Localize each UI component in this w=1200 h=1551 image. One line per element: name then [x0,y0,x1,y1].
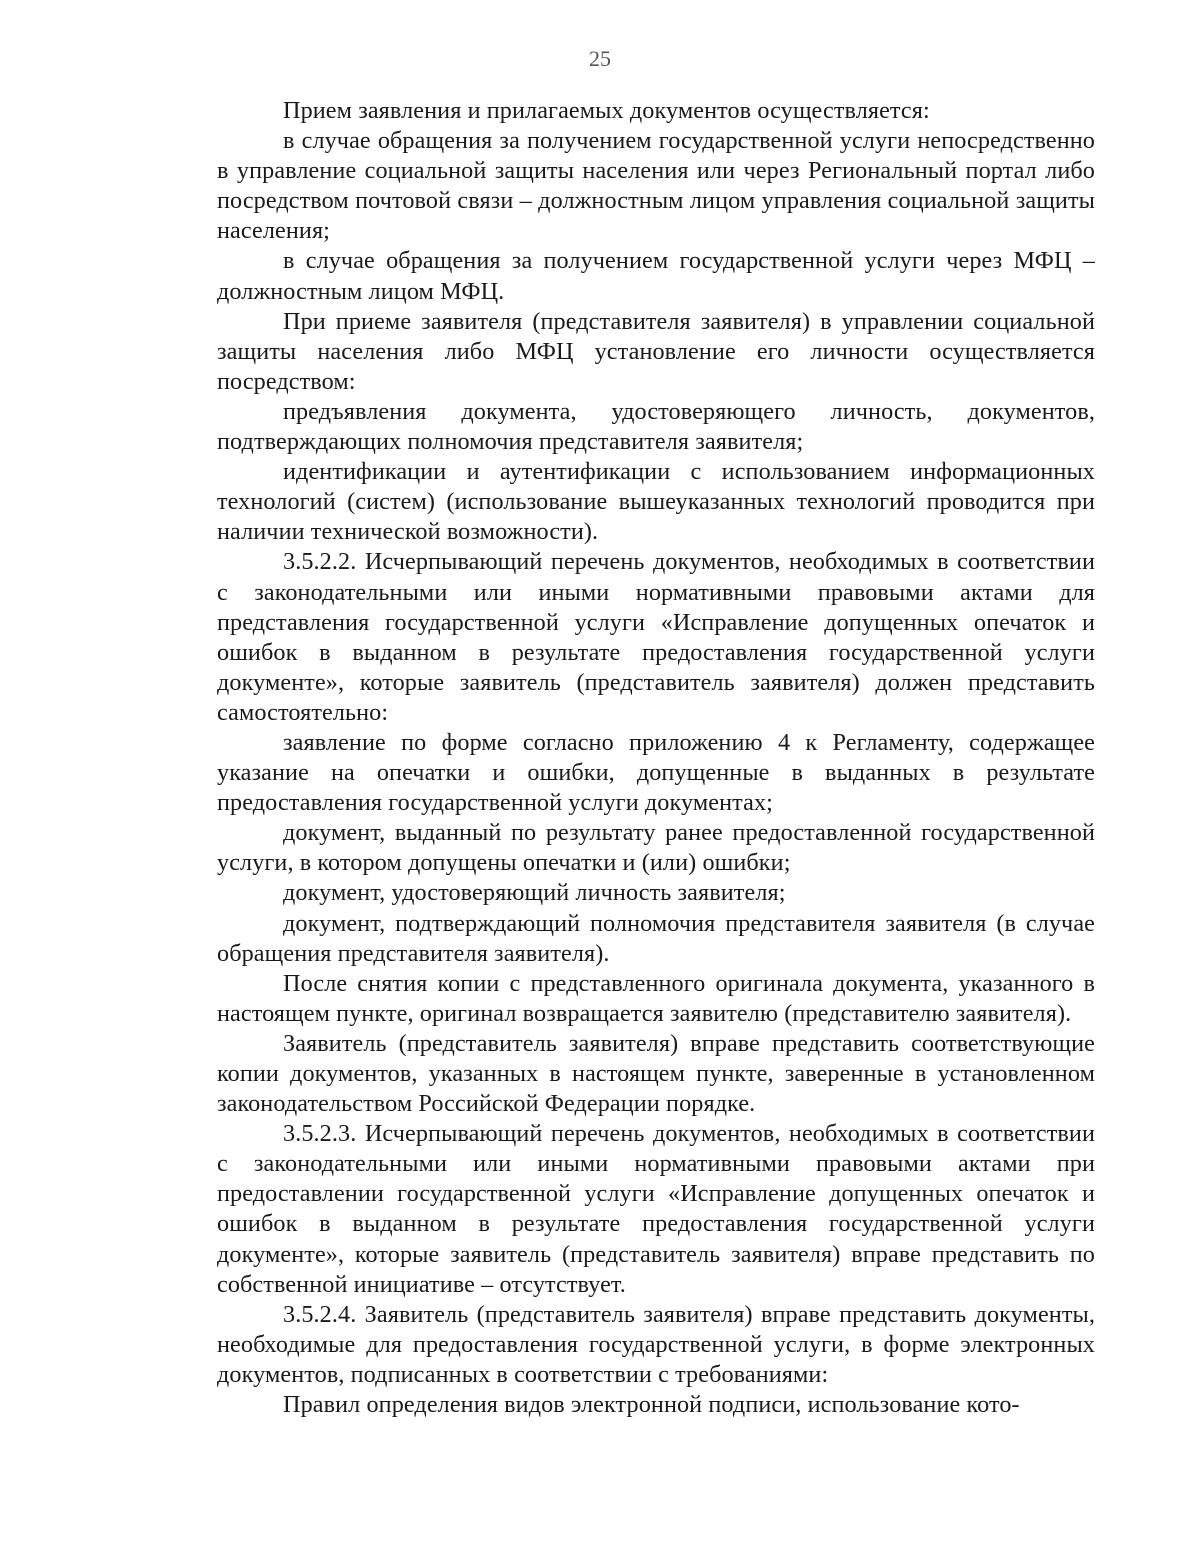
paragraph: документ, выданный по результату ранее предоставленной государственной услуги, в котором допущены опечатки и (или) ошибки; [217,819,1095,877]
paragraph: заявление по форме согласно приложению 4 к Регламенту, содержащее указание на опечатки и ошибки, допущенные в выданных в результате предоставления государственной услуги документах; [217,728,1095,817]
paragraph: После снятия копии с представленного оригинала документа, указанного в настоящем пункте, оригинал возвращается заявителю (представителю заявителя). [217,969,1095,1027]
paragraph: идентификации и аутентификации с использованием информационных технологий (систем) (использование вышеуказанных технологий проводится при наличии технической возможности). [217,458,1095,546]
paragraph: Заявитель (представитель заявителя) вправе представить соответствующие копии документов, указанных в настоящем пункте, заверенные в установленном законодательством Российской Федерации порядке. [217,1029,1095,1118]
paragraph: Прием заявления и прилагаемых документов осуществляется: [283,97,930,124]
paragraph: предъявления документа, удостоверяющего личность, документов, подтверждающих полномочия представителя заявителя; [217,397,1095,456]
paragraph: документ, подтверждающий полномочия представителя заявителя (в случае обращения представителя заявителя). [217,909,1095,967]
paragraph: в случае обращения за получением государственной услуги непосредственно в управление социальной защиты населения или через Региональный портал либо посредством почтовой связи – должностным лицом управления социальной защиты населения; [217,127,1095,245]
paragraph: документ, удостоверяющий личность заявителя; [283,879,786,907]
paragraph: При приеме заявителя (представителя заявителя) в управлении социальной защиты населения либо МФЦ установление его личности осуществляется посредством: [217,307,1095,395]
paragraph: в случае обращения за получением государственной услуги через МФЦ – должностным лицом МФЦ. [217,247,1095,305]
page-number: 25 [589,46,611,71]
document-body [217,96,1095,1420]
paragraph: 3.5.2.2. Исчерпывающий перечень документов, необходимых в соответствии с законодательными или иными нормативными правовыми актами для представления государственной услуги «Исправление допущенных опечаток и ошибок в выданном в результате предоставления государственной услуги документе», которые заявитель (представитель заявителя) должен представить самостоятельно: [217,548,1095,726]
paragraph: 3.5.2.3. Исчерпывающий перечень документов, необходимых в соответствии с законодательными или иными нормативными правовыми актами при предоставлении государственной услуги «Исправление допущенных опечаток и ошибок в выданном в результате предоставления государственной услуги документе», которые заявитель (представитель заявителя) вправе представить по собственной инициативе – отсутствует. [217,1120,1095,1298]
paragraph: 3.5.2.4. Заявитель (представитель заявителя) вправе представить документы, необходимые для предоставления государственной услуги, в форме электронных документов, подписанных в соответствии с требованиями: [217,1300,1095,1388]
paragraph: Правил определения видов электронной подписи, использование кото- [283,1391,1020,1419]
